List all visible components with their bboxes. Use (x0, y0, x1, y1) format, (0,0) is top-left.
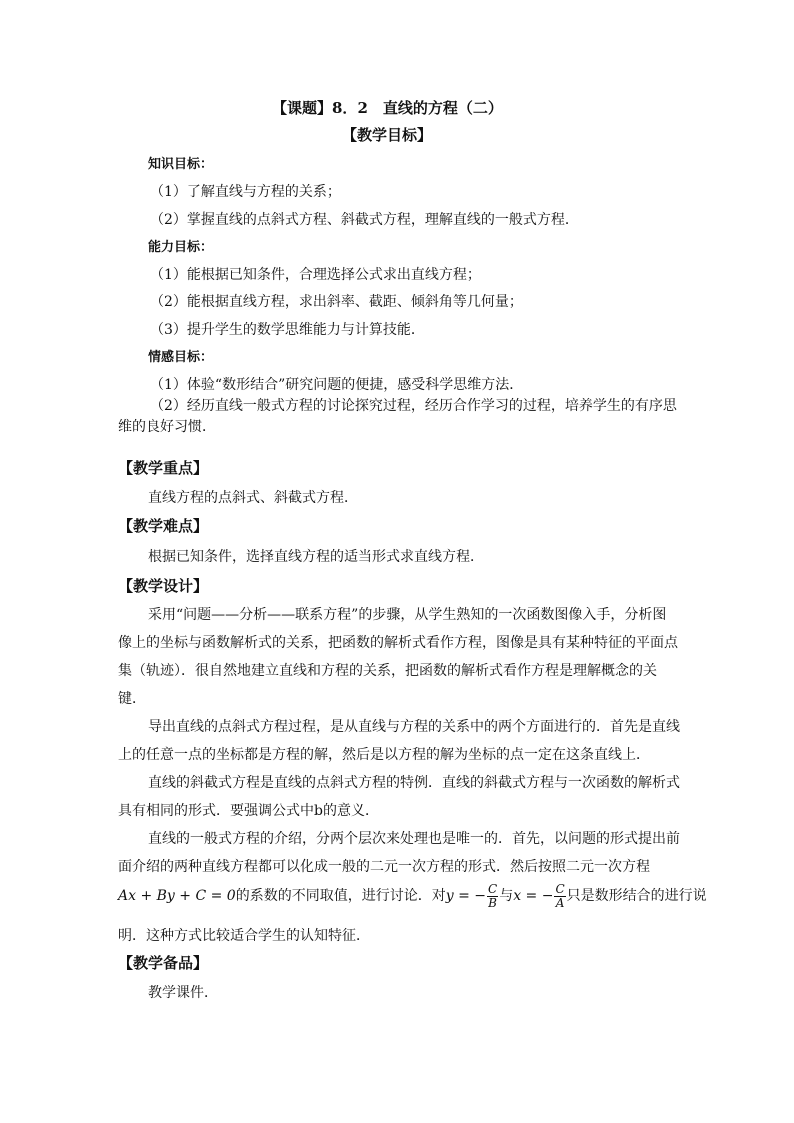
design-paragraph-line: 直线的一般式方程的介绍，分两个层次来处理也是唯一的．首先，以问题的形式提出前 (148, 831, 680, 847)
design-heading: 【教学设计】 (118, 577, 209, 595)
prep-heading: 【教学备品】 (118, 954, 209, 972)
formula-line (118, 882, 707, 910)
knowledge-item: （1）了解直线与方程的关系； (150, 184, 341, 200)
fraction-denominator: A (555, 895, 565, 910)
difficulty-heading: 【教学难点】 (118, 517, 209, 535)
fraction-c-over-a (554, 883, 565, 910)
design-paragraph-line: 具有相同的形式．要强调公式中b的意义． (118, 803, 379, 819)
fraction-numerator: C (555, 881, 565, 896)
lesson-title: 【课题】8．2 直线的方程（二） (272, 99, 503, 117)
design-paragraph-line: 采用“问题——分析——联系方程”的步骤，从学生熟知的一次函数图像入手，分析图 (148, 607, 667, 623)
design-paragraph-line: 直线的斜截式方程是直线的点斜式方程的特例．直线的斜截式方程与一次函数的解析式 (148, 775, 680, 791)
fraction-numerator: C (488, 881, 498, 896)
y-expression: y = − (445, 888, 486, 904)
design-paragraph-line: 键． (118, 691, 146, 707)
prep-text: 教学课件． (148, 985, 218, 1001)
ability-item: （2）能根据直线方程，求出斜率、截距、倾斜角等几何量； (150, 294, 523, 310)
emotion-item-continued: 维的良好习惯． (118, 419, 216, 435)
design-paragraph-line: 面介绍的两种直线方程都可以化成一般的二元一次方程的形式．然后按照二元一次方程 (118, 859, 650, 875)
objectives-heading: 【教学目标】 (342, 126, 433, 144)
ability-label: 能力目标： (148, 240, 214, 255)
design-paragraph-line: 集（轨迹）．很自然地建立直线和方程的关系，把函数的解析式看作方程是理解概念的关 (118, 663, 657, 679)
ability-item: （1）能根据已知条件，合理选择公式求出直线方程； (150, 267, 481, 283)
emotion-item: （2）经历直线一般式方程的讨论探究过程，经历合作学习的过程，培养学生的有序思 (150, 398, 677, 414)
knowledge-item: （2）掌握直线的点斜式方程、斜截式方程，理解直线的一般式方程． (150, 212, 579, 228)
design-paragraph-line: 导出直线的点斜式方程过程，是从直线与方程的关系中的两个方面进行的．首先是直线 (148, 719, 680, 735)
design-paragraph-line: 明．这种方式比较适合学生的认知特征． (118, 928, 370, 944)
fraction-c-over-b (487, 883, 498, 910)
general-equation: Ax + By + C = 0 (118, 888, 236, 904)
formula-text: 的系数的不同取值，进行讨论．对 (235, 888, 446, 904)
focus-heading: 【教学重点】 (118, 459, 209, 477)
formula-text: 只是数形结合的进行说 (566, 888, 707, 904)
formula-text: 与 (499, 888, 514, 904)
fraction-denominator: B (488, 895, 497, 910)
ability-item: （3）提升学生的数学思维能力与计算技能． (150, 322, 425, 338)
x-expression: x = − (513, 888, 554, 904)
emotion-item: （1）体验“数形结合”研究问题的便捷，感受科学思维方法． (150, 377, 524, 393)
emotion-label: 情感目标： (148, 350, 214, 365)
knowledge-label: 知识目标： (148, 157, 214, 172)
focus-text: 直线方程的点斜式、斜截式方程． (148, 490, 358, 506)
design-paragraph-line: 上的任意一点的坐标都是方程的解，然后是以方程的解为坐标的点一定在这条直线上． (118, 747, 650, 763)
difficulty-text: 根据已知条件，选择直线方程的适当形式求直线方程． (148, 549, 484, 565)
design-paragraph-line: 像上的坐标与函数解析式的关系，把函数的解析式看作方程，图像是具有某种特征的平面点 (118, 635, 678, 651)
